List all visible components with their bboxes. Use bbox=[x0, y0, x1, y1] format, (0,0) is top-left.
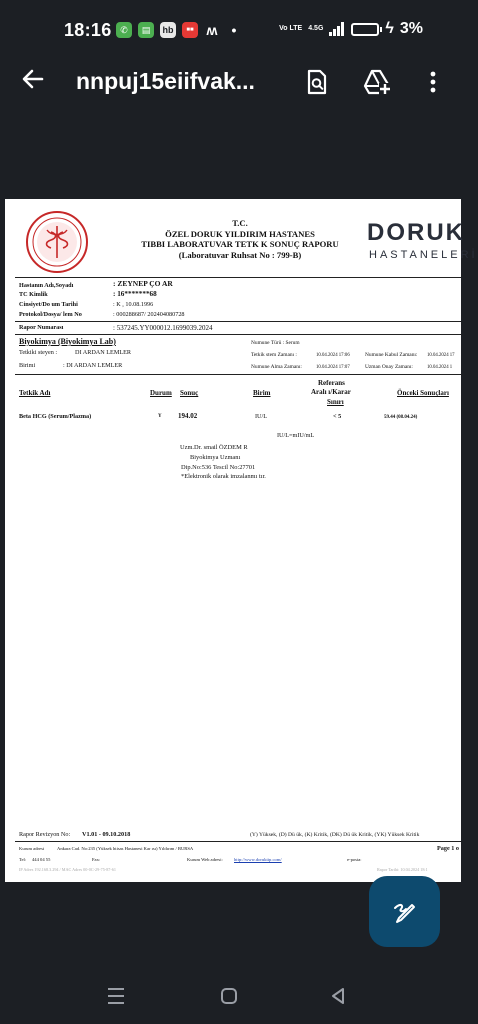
column-previous-results: Önceki Sonuçları bbox=[397, 389, 449, 397]
revision-value: V1.01 - 09.10.2018 bbox=[82, 831, 131, 838]
web-label: Kurum Web adresi: bbox=[187, 857, 223, 862]
fax-label: Fax: bbox=[92, 857, 101, 862]
page-number: Page 1 o bbox=[437, 845, 459, 852]
column-reference-line2: Aralı ı/Karar bbox=[311, 388, 351, 396]
divider bbox=[15, 374, 461, 375]
email-label: e-posta: bbox=[347, 857, 362, 862]
result-status: Y bbox=[158, 414, 162, 419]
signature-diploma: Dip.No:536 Tescil No:27701 bbox=[181, 464, 256, 471]
status-time: 18:16 bbox=[64, 20, 112, 40]
document-title: nnpuj15eiifvak... bbox=[76, 68, 255, 94]
result-test-name: Beta HCG (Serum/Plazma) bbox=[19, 413, 92, 420]
accept-time-label: Numune Kabul Zamanı: bbox=[365, 352, 418, 358]
whatsapp-icon: ✆ bbox=[116, 22, 132, 38]
search-document-icon[interactable] bbox=[302, 67, 332, 97]
header-report-title: TIBBI LABORATUVAR TETK K SONUÇ RAPORU bbox=[141, 239, 339, 249]
messages-icon: ▤ bbox=[138, 22, 154, 38]
header-license: (Laboratuvar Ruhsat No : 799-B) bbox=[178, 249, 302, 260]
approve-time-value: 10.04.2024 1 bbox=[427, 365, 453, 370]
more-notifications-dot-icon: • bbox=[231, 22, 237, 38]
m-app-icon: ʍ bbox=[206, 22, 218, 38]
brand-logo-subtext: HASTANELERİ bbox=[369, 249, 478, 261]
address-label: Kurum adresi bbox=[19, 846, 45, 851]
address-value: Ankara Cad. No:235 (Yüksek htisas Hastanesi Kar ısı) Yıldırım / BURSA bbox=[57, 846, 194, 851]
divider bbox=[15, 334, 461, 335]
ip-mac-info: IP Adres 192.168.3.294 / MAC Adres 00-0C-29-75-87-61 bbox=[19, 867, 116, 872]
home-icon[interactable] bbox=[217, 984, 241, 1008]
annotate-fab[interactable] bbox=[369, 876, 440, 947]
notification-icons bbox=[116, 22, 242, 38]
add-to-drive-icon[interactable] bbox=[362, 67, 392, 97]
status-bar bbox=[0, 0, 461, 60]
app-toolbar bbox=[0, 60, 461, 106]
document-header bbox=[115, 218, 365, 260]
gender-birth-value: : K , 10.08.1996 bbox=[113, 301, 154, 308]
header-line-tc: T.C. bbox=[232, 218, 248, 228]
divider bbox=[15, 277, 461, 278]
requester-value: DI ARDAN LEMLER bbox=[75, 349, 132, 356]
phone-value: 444 04 55 bbox=[32, 857, 51, 862]
column-reference-line1: Referans bbox=[318, 379, 345, 387]
pen-scribble-icon bbox=[390, 897, 420, 927]
result-value: 194.02 bbox=[178, 412, 198, 420]
brand-logo-text: DORUK bbox=[367, 219, 465, 246]
report-number-label: Rapor Numarası bbox=[19, 324, 64, 331]
report-date-info: Rapor Tarihi: 10.04.2024 18:1 bbox=[377, 867, 428, 872]
ministry-seal-logo bbox=[25, 210, 89, 274]
unit-note: IU/L=mIU/mL bbox=[277, 432, 315, 439]
result-previous: 59.44 (08.04.24) bbox=[384, 415, 418, 420]
signature-electronic-note: *Elektronik olarak imzalanmı tır. bbox=[181, 473, 266, 480]
unit-value: : DI ARDAN LEMLER bbox=[63, 362, 123, 369]
report-number-value: : 537245.YY000012.1699039.2024 bbox=[113, 324, 213, 332]
revision-label: Rapor Revizyon No: bbox=[19, 831, 71, 838]
signature-title: Biyokimya Uzmanı bbox=[190, 454, 241, 461]
request-time-label: Tetkik stem Zamanı : bbox=[251, 352, 297, 358]
recents-icon[interactable] bbox=[104, 984, 128, 1008]
hb-app-icon: hb bbox=[160, 22, 176, 38]
column-reference-line3: Sınırı bbox=[327, 398, 344, 406]
approve-time-label: Uzman Onay Zamanı: bbox=[365, 364, 413, 370]
column-status: Durum bbox=[150, 389, 172, 397]
unit-label: Birimi bbox=[19, 362, 36, 369]
divider bbox=[15, 841, 461, 842]
tc-label: TC Kimlik bbox=[19, 291, 48, 298]
news-app-icon: ■■ bbox=[182, 22, 198, 38]
signal-icon bbox=[329, 22, 345, 36]
request-time-value: 10.04.2024 17:06 bbox=[316, 353, 350, 358]
sample-time-label: Numune Alma Zamanı: bbox=[251, 364, 302, 370]
network-speed: 4.5G bbox=[308, 25, 324, 32]
result-reference: < 5 bbox=[333, 413, 342, 420]
header-hospital-name: ÖZEL DORUK YILDIRIM HASTANES bbox=[165, 228, 315, 239]
battery-percent: 3% bbox=[399, 20, 423, 37]
column-unit: Birim bbox=[253, 389, 271, 397]
accept-time-value: 10.04.2024 17 bbox=[427, 353, 455, 358]
system-nav-bar bbox=[0, 968, 461, 1024]
sample-time-value: 10.04.2024 17:07 bbox=[316, 365, 350, 370]
column-result: Sonuç bbox=[180, 389, 199, 397]
charging-icon: ϟ bbox=[385, 20, 394, 37]
column-test-name: Tetkik Adı bbox=[19, 389, 51, 397]
divider bbox=[15, 321, 461, 322]
protocol-label: Protokol/Dosya/ lem No bbox=[19, 311, 82, 318]
back-icon[interactable] bbox=[326, 984, 350, 1008]
battery-icon bbox=[351, 23, 379, 36]
tc-value: : 16*******68 bbox=[113, 290, 157, 298]
requester-label: Tetkiki steyen : bbox=[19, 349, 58, 356]
gender-birth-label: Cinsiyet/Do um Tarihi bbox=[19, 301, 78, 308]
document-page[interactable] bbox=[5, 199, 478, 882]
status-legend: (Y) Yüksek, (D) Dü ük, (K) Kritik, (DK) Dü ük Kritik, (YK) Yüksek Kritik bbox=[250, 832, 420, 838]
volte-label: Vo LTE bbox=[279, 25, 303, 32]
phone-label: Tel: bbox=[19, 857, 27, 862]
more-options-icon[interactable] bbox=[418, 67, 448, 97]
result-unit: IU/L bbox=[255, 413, 268, 420]
patient-name-value: : ZEYNEP ÇO AR bbox=[113, 279, 173, 288]
signature-name: Uzm.Dr. smail ÖZDEM R bbox=[180, 444, 248, 451]
section-title: Biyokimya (Biyokimya Lab) bbox=[19, 337, 116, 346]
web-link[interactable]: http://www.doruktip.com/ bbox=[234, 857, 282, 862]
sample-type: Numune Türü : Serum bbox=[251, 340, 300, 346]
protocol-value: : 000288687/ 202404080728 bbox=[113, 311, 185, 318]
back-arrow-icon[interactable] bbox=[20, 66, 46, 98]
system-status bbox=[279, 20, 423, 38]
patient-name-label: Hastanın Adı,Soyadı bbox=[19, 282, 74, 289]
